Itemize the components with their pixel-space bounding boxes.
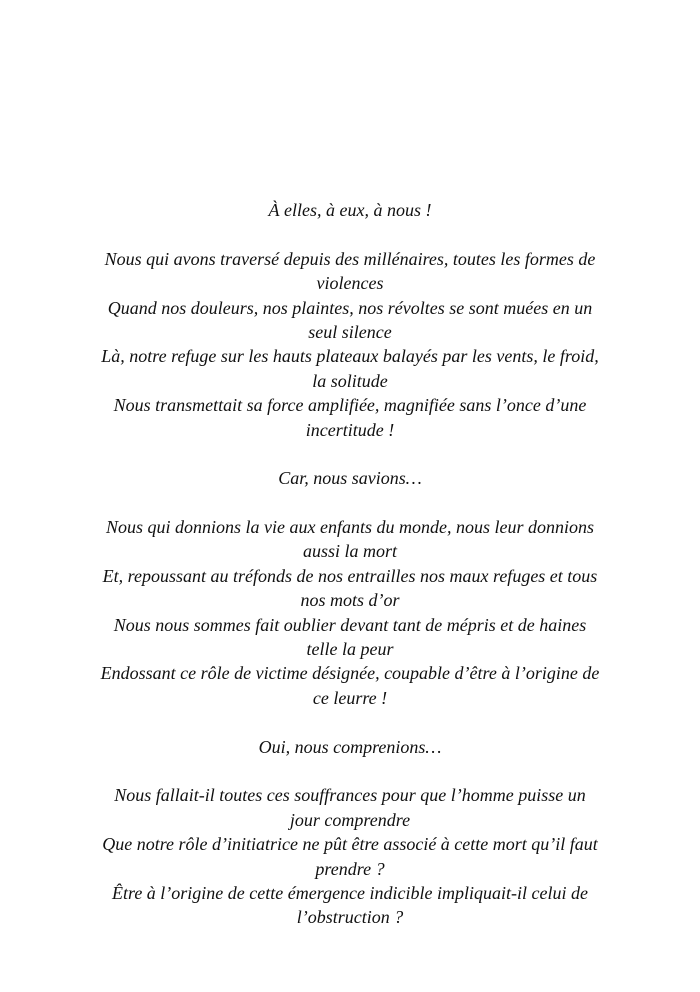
verse-line: prendre ? bbox=[315, 858, 385, 879]
refrain-1: Car, nous savions… bbox=[278, 468, 422, 489]
verse-line: Nous qui donnions la vie aux enfants du monde, nous leur donnions bbox=[106, 517, 594, 538]
verse-line: Endossant ce rôle de victime désignée, coupable d’être à l’origine de bbox=[100, 663, 600, 684]
verse-line: telle la peur bbox=[306, 639, 394, 660]
verse-line: nos mots d’or bbox=[300, 590, 400, 611]
verse-line: violences bbox=[316, 273, 384, 294]
verse-line: Nous nous sommes fait oublier devant tant de mépris et de haines bbox=[113, 614, 587, 635]
stanza-1 bbox=[0, 247, 700, 442]
verse-line: Et, repoussant au tréfonds de nos entrailles nos maux refuges et tous bbox=[102, 565, 598, 586]
verse-line: jour comprendre bbox=[289, 809, 411, 830]
verse-line: Nous qui avons traversé depuis des millénaires, toutes les formes de bbox=[104, 248, 596, 269]
verse-line: Quand nos douleurs, nos plaintes, nos révoltes se sont muées en un bbox=[107, 297, 593, 318]
verse-line: l’obstruction ? bbox=[296, 907, 404, 928]
blank-line bbox=[0, 759, 700, 783]
blank-line bbox=[0, 222, 700, 246]
verse-line: incertitude ! bbox=[305, 419, 395, 440]
verse-line: Nous transmettait sa force amplifiée, magnifiée sans l’once d’une bbox=[113, 395, 587, 416]
refrain-2: Oui, nous comprenions… bbox=[258, 736, 442, 757]
poem-title: À elles, à eux, à nous ! bbox=[268, 200, 432, 220]
verse-line: aussi la mort bbox=[302, 541, 398, 562]
stanza-2 bbox=[0, 515, 700, 710]
blank-line bbox=[0, 710, 700, 734]
verse-line: ce leurre ! bbox=[312, 687, 388, 708]
poem bbox=[0, 198, 700, 930]
stanza-3 bbox=[0, 783, 700, 929]
verse-line: Que notre rôle d’initiatrice ne pût être associé à cette mort qu’il faut bbox=[102, 834, 598, 855]
verse-line: Là, notre refuge sur les hauts plateaux balayés par les vents, le froid, bbox=[101, 346, 599, 367]
verse-line: Nous fallait-il toutes ces souffrances pour que l’homme puisse un bbox=[114, 785, 586, 806]
verse-line: seul silence bbox=[308, 321, 392, 342]
verse-line: la solitude bbox=[312, 370, 388, 391]
blank-line bbox=[0, 491, 700, 515]
blank-line bbox=[0, 442, 700, 466]
verse-line: Être à l’origine de cette émergence indicible impliquait-il celui de bbox=[111, 882, 588, 903]
